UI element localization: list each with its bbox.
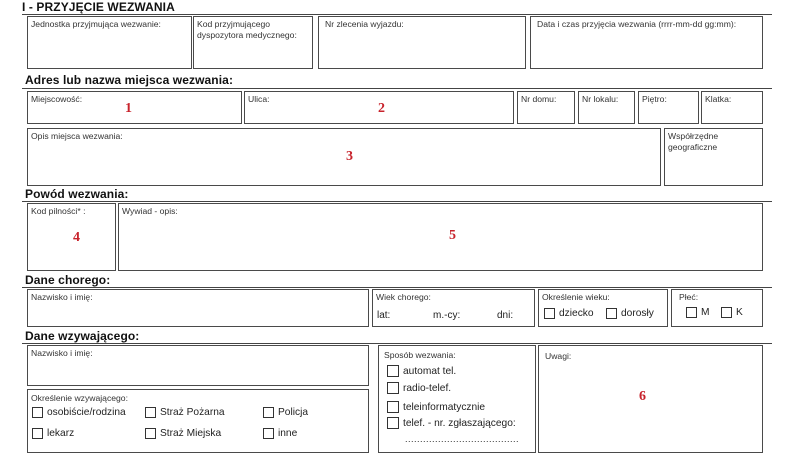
age-years-label: lat: [377,310,391,321]
checkbox-icon[interactable] [387,382,399,394]
checkbox-icon[interactable] [686,307,697,318]
method-radio-option[interactable] [387,382,451,394]
staircase-field[interactable] [701,91,763,124]
age-type-child-label: dziecko [559,308,594,319]
house-number-field[interactable] [517,91,575,124]
method-payphone-option[interactable] [387,365,456,377]
house-number-label: Nr domu: [521,94,557,104]
dispatch-order-number-label: Nr zlecenia wyjazdu: [325,19,404,29]
flat-number-field[interactable] [578,91,635,124]
call-method-label: Sposób wezwania: [384,350,456,360]
checkbox-icon[interactable] [145,428,156,439]
location-description-field[interactable] [27,128,661,186]
dispatch-order-number-field[interactable] [318,16,526,69]
form-title: I - PRZYJĘCIE WEZWANIA [22,0,175,14]
caller-fire-brigade-option[interactable] [145,407,225,418]
method-teleinformatic-option[interactable] [387,401,485,413]
patient-heading: Dane chorego: [25,273,111,287]
checkbox-icon[interactable] [387,365,399,377]
dispatcher-code-label: Kod przyjmującego dyspozytora medycznego: [197,19,297,40]
sex-female-option[interactable] [721,307,743,318]
reason-heading: Powód wezwania: [25,187,129,201]
marker-3: 3 [346,149,353,164]
method-phone-label: telef. - nr. zgłaszającego: [403,417,516,429]
marker-2: 2 [378,101,385,116]
caller-phone-dotted-line[interactable]: ...................................... [405,434,520,444]
age-days-label: dni: [497,310,514,321]
sex-male-label: M [701,307,710,318]
method-radio-label: radio-telef. [403,382,452,394]
checkbox-icon[interactable] [263,407,274,418]
location-description-label: Opis miejsca wezwania: [31,131,123,141]
caller-fire-brigade-label: Straż Pożarna [160,407,225,418]
city-field[interactable] [27,91,242,124]
checkbox-icon[interactable] [544,308,555,319]
call-datetime-label: Data i czas przyjęcia wezwania (rrrr-mm-dd gg:mm): [537,19,737,29]
caller-name-label: Nazwisko i imię: [31,348,93,358]
caller-other-option[interactable] [263,428,297,439]
age-type-label: Określenie wieku: [542,292,610,302]
checkbox-icon[interactable] [387,401,399,413]
geo-coordinates-field[interactable] [664,128,763,186]
caller-city-guard-option[interactable] [145,428,221,439]
checkbox-icon[interactable] [263,428,274,439]
receiving-unit-label: Jednostka przyjmująca wezwanie: [31,19,161,29]
notes-label: Uwagi: [545,351,572,361]
patient-age-field[interactable] [372,289,535,327]
address-rule [22,88,772,89]
address-heading: Adres lub nazwa miejsca wezwania: [25,73,234,87]
caller-doctor-option[interactable] [32,428,74,439]
caller-type-group [27,389,369,453]
patient-name-field[interactable] [27,289,369,327]
checkbox-icon[interactable] [32,428,43,439]
marker-4: 4 [73,230,80,245]
age-type-adult-option[interactable] [606,308,654,319]
receiving-unit-field[interactable] [27,16,192,69]
floor-label: Piętro: [642,94,667,104]
interview-description-field[interactable] [118,203,763,271]
caller-other-label: inne [278,428,298,439]
checkbox-icon[interactable] [606,308,617,319]
dispatcher-code-field[interactable] [193,16,313,69]
title-rule [22,14,772,15]
method-payphone-label: automat tel. [403,365,457,377]
notes-field[interactable] [538,345,763,453]
reason-rule [22,201,772,202]
caller-family-option[interactable] [32,407,126,418]
patient-rule [22,287,772,288]
caller-rule [22,343,772,344]
caller-police-label: Policja [278,407,309,418]
caller-family-label: osobiście/rodzina [47,407,126,418]
street-label: Ulica: [248,94,270,104]
sex-female-label: K [736,307,743,318]
age-type-child-option[interactable] [544,308,594,319]
interview-description-label: Wywiad - opis: [122,206,178,216]
age-months-label: m.-cy: [433,310,461,321]
sex-male-option[interactable] [686,307,710,318]
staircase-label: Klatka: [705,94,732,104]
marker-5: 5 [449,228,456,243]
marker-6: 6 [639,389,646,404]
checkbox-icon[interactable] [145,407,156,418]
age-type-adult-label: dorosły [621,308,654,319]
city-label: Miejscowość: [31,94,83,104]
method-phone-option[interactable] [387,417,516,429]
priority-code-label: Kod pilności* : [31,206,86,216]
caller-type-label: Określenie wzywającego: [31,393,128,403]
caller-city-guard-label: Straż Miejska [160,428,222,439]
call-datetime-field[interactable] [530,16,763,69]
caller-doctor-label: lekarz [47,428,75,439]
caller-heading: Dane wzywającego: [25,329,140,343]
flat-number-label: Nr lokalu: [582,94,619,104]
geo-coordinates-label: Współrzędne geograficzne [668,131,719,152]
patient-name-label: Nazwisko i imię: [31,292,93,302]
checkbox-icon[interactable] [387,417,399,429]
caller-police-option[interactable] [263,407,308,418]
floor-field[interactable] [638,91,699,124]
sex-label: Płeć: [679,292,699,302]
priority-code-field[interactable] [27,203,116,271]
method-teleinformatic-label: teleinformatycznie [403,401,486,413]
street-field[interactable] [244,91,514,124]
checkbox-icon[interactable] [721,307,732,318]
caller-name-field[interactable] [27,345,369,386]
marker-1: 1 [125,101,132,116]
sex-group [671,289,763,327]
checkbox-icon[interactable] [32,407,43,418]
patient-age-label: Wiek chorego: [376,292,431,302]
